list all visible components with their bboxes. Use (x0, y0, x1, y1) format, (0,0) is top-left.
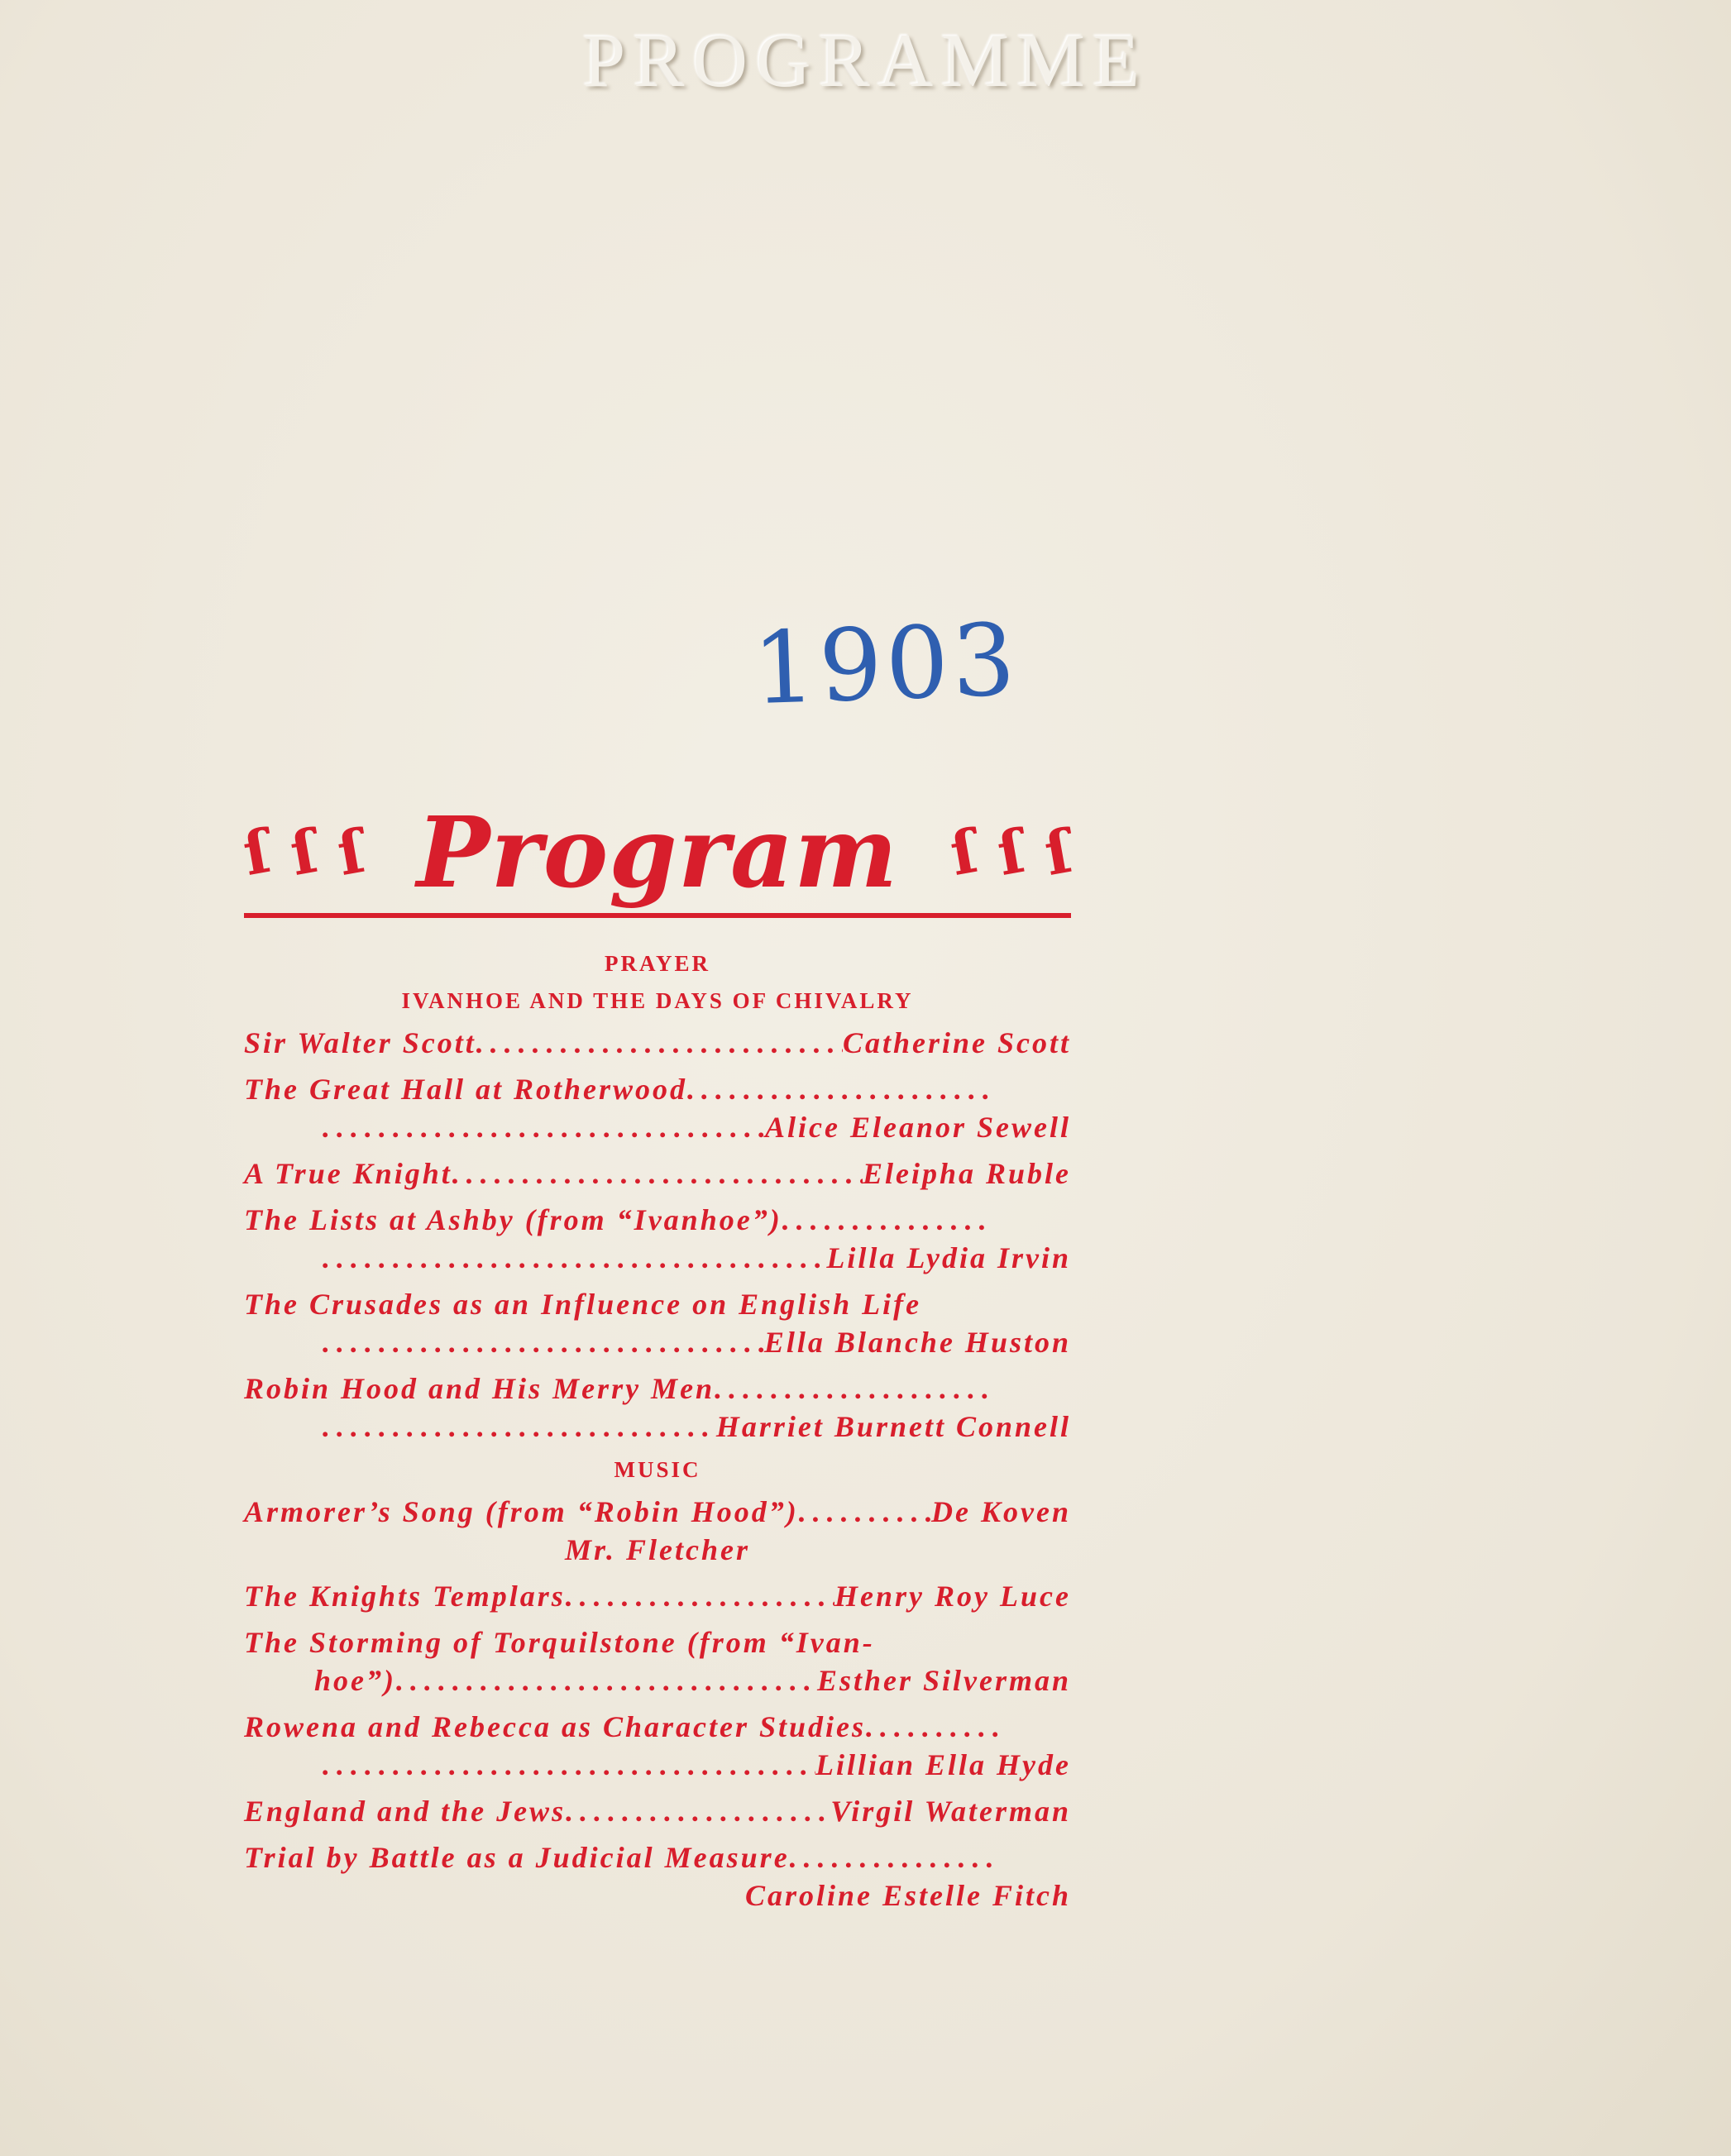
program-entry (244, 1285, 1071, 1361)
title-rule (244, 913, 1071, 918)
leader-dots (782, 1201, 992, 1239)
section-prayer: PRAYER (604, 951, 711, 976)
leader-dots (687, 1070, 992, 1108)
entry-title: Sir Walter Scott (244, 1026, 476, 1059)
entry-title: The Knights Templars (244, 1580, 566, 1613)
leader-dots (476, 1024, 843, 1062)
entry-performer: Alice Eleanor Sewell (765, 1111, 1071, 1144)
entry-performer: Esther Silverman (816, 1664, 1071, 1697)
entry-title: The Storming of Torquilstone (from “Ivan- (244, 1626, 875, 1659)
entry-title: Robin Hood and His Merry Men (244, 1372, 715, 1405)
leader-dots (323, 1323, 764, 1361)
entry-title-continued: hoe”) (314, 1664, 396, 1697)
leader-dots (452, 1154, 863, 1193)
entry-title: A True Knight (244, 1157, 452, 1190)
entry-performer: Catherine Scott (842, 1026, 1071, 1059)
leader-dots (323, 1239, 826, 1277)
program-entry-music (244, 1493, 1071, 1569)
ornament-group-left (237, 815, 371, 889)
entry-title: England and the Jews (244, 1795, 567, 1828)
entry-title: Rowena and Rebecca as Character Studies (244, 1710, 867, 1743)
program-block (237, 794, 1078, 1923)
program-entry (244, 1154, 1071, 1193)
entry-performer: Mr. Fletcher (564, 1533, 750, 1566)
entry-title: The Great Hall at Rotherwood (244, 1073, 688, 1106)
leader-dots (323, 1108, 765, 1146)
ornament-icon: ſ (332, 815, 371, 889)
entry-performer: Lillian Ella Hyde (815, 1748, 1071, 1781)
entry-performer: Henry Roy Luce (834, 1580, 1071, 1613)
leader-dots (396, 1661, 817, 1699)
entry-title: The Lists at Ashby (from “Ivanhoe”) (244, 1203, 782, 1236)
program-entry (244, 1623, 1071, 1699)
entry-title: Armorer’s Song (from “Robin Hood”) (244, 1495, 799, 1528)
leader-dots (566, 1577, 834, 1615)
ornament-icon: ſ (237, 815, 276, 889)
program-entry (244, 1024, 1071, 1062)
ornament-icon: ſ (992, 815, 1030, 889)
entry-performer: Harriet Burnett Connell (715, 1410, 1071, 1443)
ornament-icon: ſ (1039, 815, 1078, 889)
leader-dots (323, 1746, 815, 1784)
program-entry (244, 1201, 1071, 1277)
embossed-heading: PROGRAMME (582, 18, 1148, 103)
section-music: MUSIC (614, 1457, 701, 1482)
entry-title: The Crusades as an Influence on English Life (244, 1288, 922, 1321)
program-entry (244, 1708, 1071, 1784)
leader-dots (323, 1408, 716, 1446)
entry-composer: De Koven (931, 1495, 1071, 1528)
handwritten-year: 1903 (750, 603, 1021, 728)
entry-performer: Eleipha Ruble (862, 1157, 1071, 1190)
program-entry (244, 1370, 1071, 1446)
ornament-icon: ſ (285, 815, 323, 889)
leader-dots (866, 1708, 1005, 1746)
leader-dots (799, 1493, 931, 1531)
section-ivanhoe: IVANHOE AND THE DAYS OF CHIVALRY (401, 988, 914, 1013)
entry-title: Trial by Battle as a Judicial Measure (244, 1841, 790, 1874)
entry-performer: Virgil Waterman (830, 1795, 1071, 1828)
program-entry (244, 1577, 1071, 1615)
program-entry (244, 1792, 1071, 1830)
program-title: Program (416, 794, 899, 910)
leader-dots (715, 1370, 992, 1408)
program-entry (244, 1838, 1071, 1915)
leader-dots (566, 1792, 830, 1830)
program-header (237, 794, 1078, 910)
entry-performer: Caroline Estelle Fitch (744, 1879, 1071, 1912)
ornament-group-right (944, 815, 1078, 889)
ornament-icon: ſ (944, 815, 983, 889)
entry-performer: Lilla Lydia Irvin (826, 1241, 1071, 1274)
entry-performer: Ella Blanche Huston (763, 1326, 1071, 1359)
program-entry (244, 1070, 1071, 1146)
leader-dots (790, 1838, 992, 1876)
